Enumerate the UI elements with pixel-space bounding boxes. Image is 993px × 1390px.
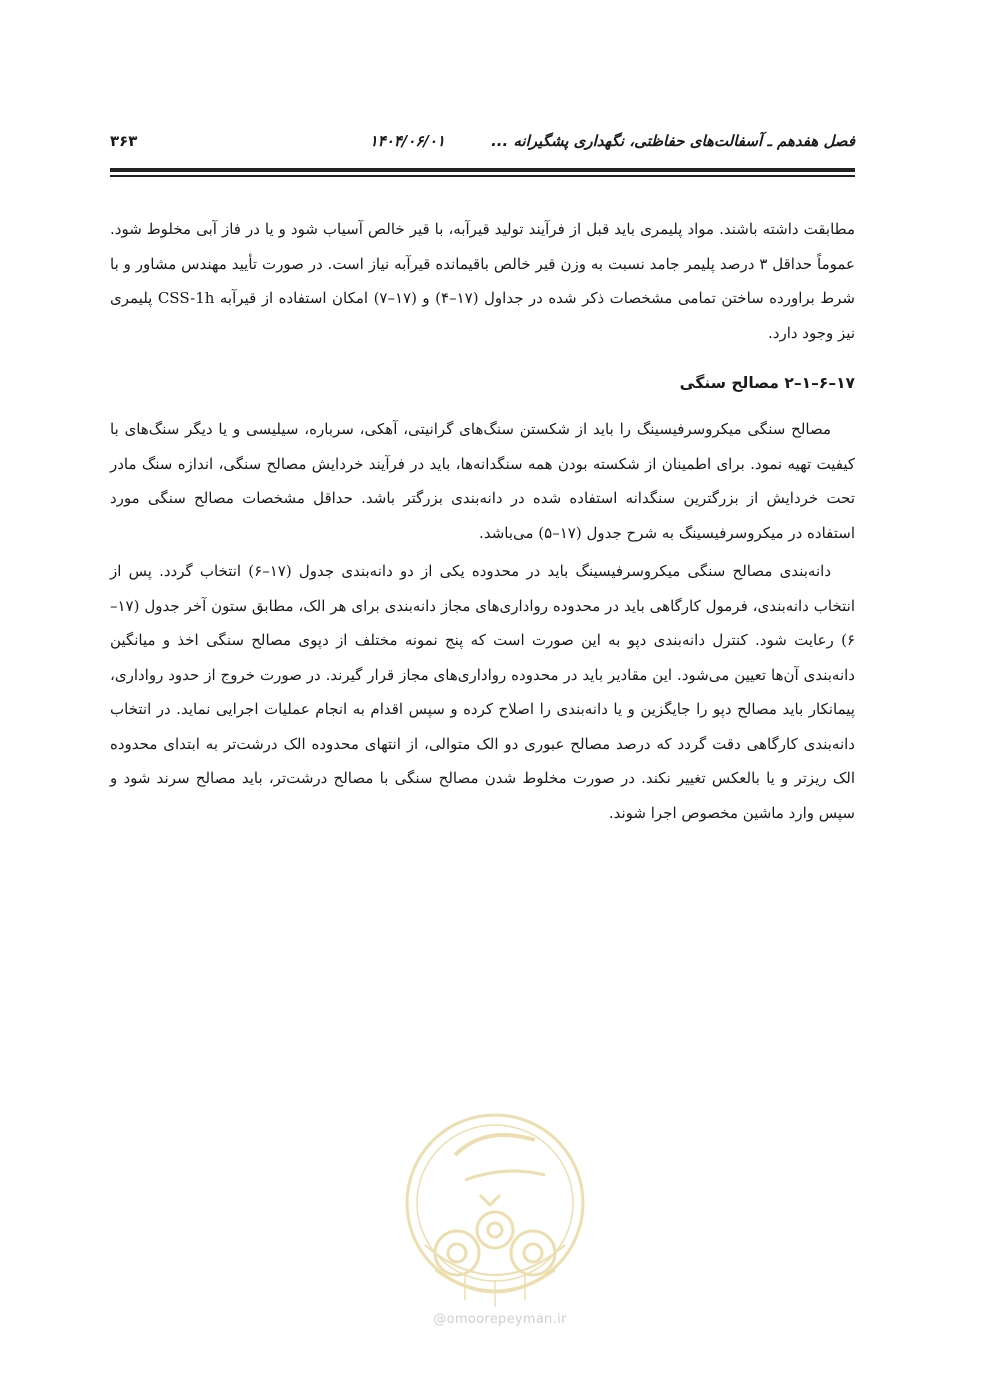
body-text	[110, 212, 855, 830]
section-heading: ۱۷–۶–۱–۲ مصالح سنگی	[679, 374, 855, 392]
chapter-title: فصل هفدهم ـ آسفالت‌های حفاظتی، نگهداری پشگیرانه ...	[491, 132, 855, 150]
paragraph-3: دانه‌بندی مصالح سنگی میکروسرفیسینگ باید در محدوده یکی از دو دانه‌بندی جدول (۱۷–۶) انتخاب گردد. پس از انتخاب دانه‌بندی، فرمول کارگاهی باید در محدوده رواداری‌های مجاز دانه‌بندی برای هر الک، مطابق ستون آخر جدول (۱۷–۶) رعایت شود. کنترل دانه‌بندی دپو به این صورت است که پنج نمونه مختلف از دپوی مصالح سنگی اخذ و میانگین دانه‌بندی آن‌ها تعیین می‌شود. این مقادیر باید در محدوده رواداری‌های مجاز قرار گیرند. در صورت خروج از حدود رواداری، پیمانکار باید مصالح دپو را جایگزین و یا دانه‌بندی را اصلاح کرده و سپس اقدام به انجام عملیات اجرایی نماید. در انتخاب دانه‌بندی کارگاهی دقت گردد که درصد مصالح عبوری دو الک متوالی، از انتهای محدوده الک درشت‌تر به ابتدای محدوده الک ریزتر و یا بالعکس تغییر نکند. در صورت مخلوط شدن مصالح سنگی با مصالح درشت‌تر، باید مصالح سرند شود و سپس وارد ماشین مخصوص اجرا شوند.	[110, 562, 856, 822]
header-rule-thick	[110, 168, 855, 172]
watermark-site: @omoorepeyman.ir	[433, 1312, 567, 1327]
page-header	[110, 128, 855, 160]
paragraph-2: مصالح سنگی میکروسرفیسینگ را باید از شکستن سنگ‌های گرانیتی، آهکی، سرباره، سیلیسی و یا دیگر سنگ‌های با کیفیت تهیه نمود. برای اطمینان از شکسته بودن همه سنگدانه‌ها، باید در فرآیند خردایش مصالح سنگی، اندازه سنگ مادر تحت خردایش از بزرگترین سنگدانه استفاده شده در دانه‌بندی بزرگتر باشد. حداقل مشخصات مصالح سنگی مورد استفاده در میکروسرفیسینگ به شرح جدول (۱۷–۵) می‌باشد.	[110, 420, 855, 542]
header-rule-thin	[110, 175, 855, 177]
header-date: ۱۴۰۴/۰۶/۰۱	[369, 132, 445, 150]
watermark-logo	[395, 1095, 595, 1325]
page-number: ۳۶۳	[110, 132, 138, 150]
paragraph-1: مطابقت داشته باشند. مواد پلیمری باید قبل از فرآیند تولید قیرآبه، با قیر خالص آسیاب شود و یا در فاز آبی مخلوط شود. عموماً حداقل ۳ درصد پلیمر جامد نسبت به وزن قیر خالص باقیمانده قیرآبه نیاز است. در صورت تأیید مهندس مشاور و با شرط براورده ساختن تمامی مشخصات ذکر شده در جداول (۱۷–۴) و (۱۷–۷) امکان استفاده از قیرآبه CSS-1h پلیمری نیز وجود دارد.	[110, 220, 856, 342]
